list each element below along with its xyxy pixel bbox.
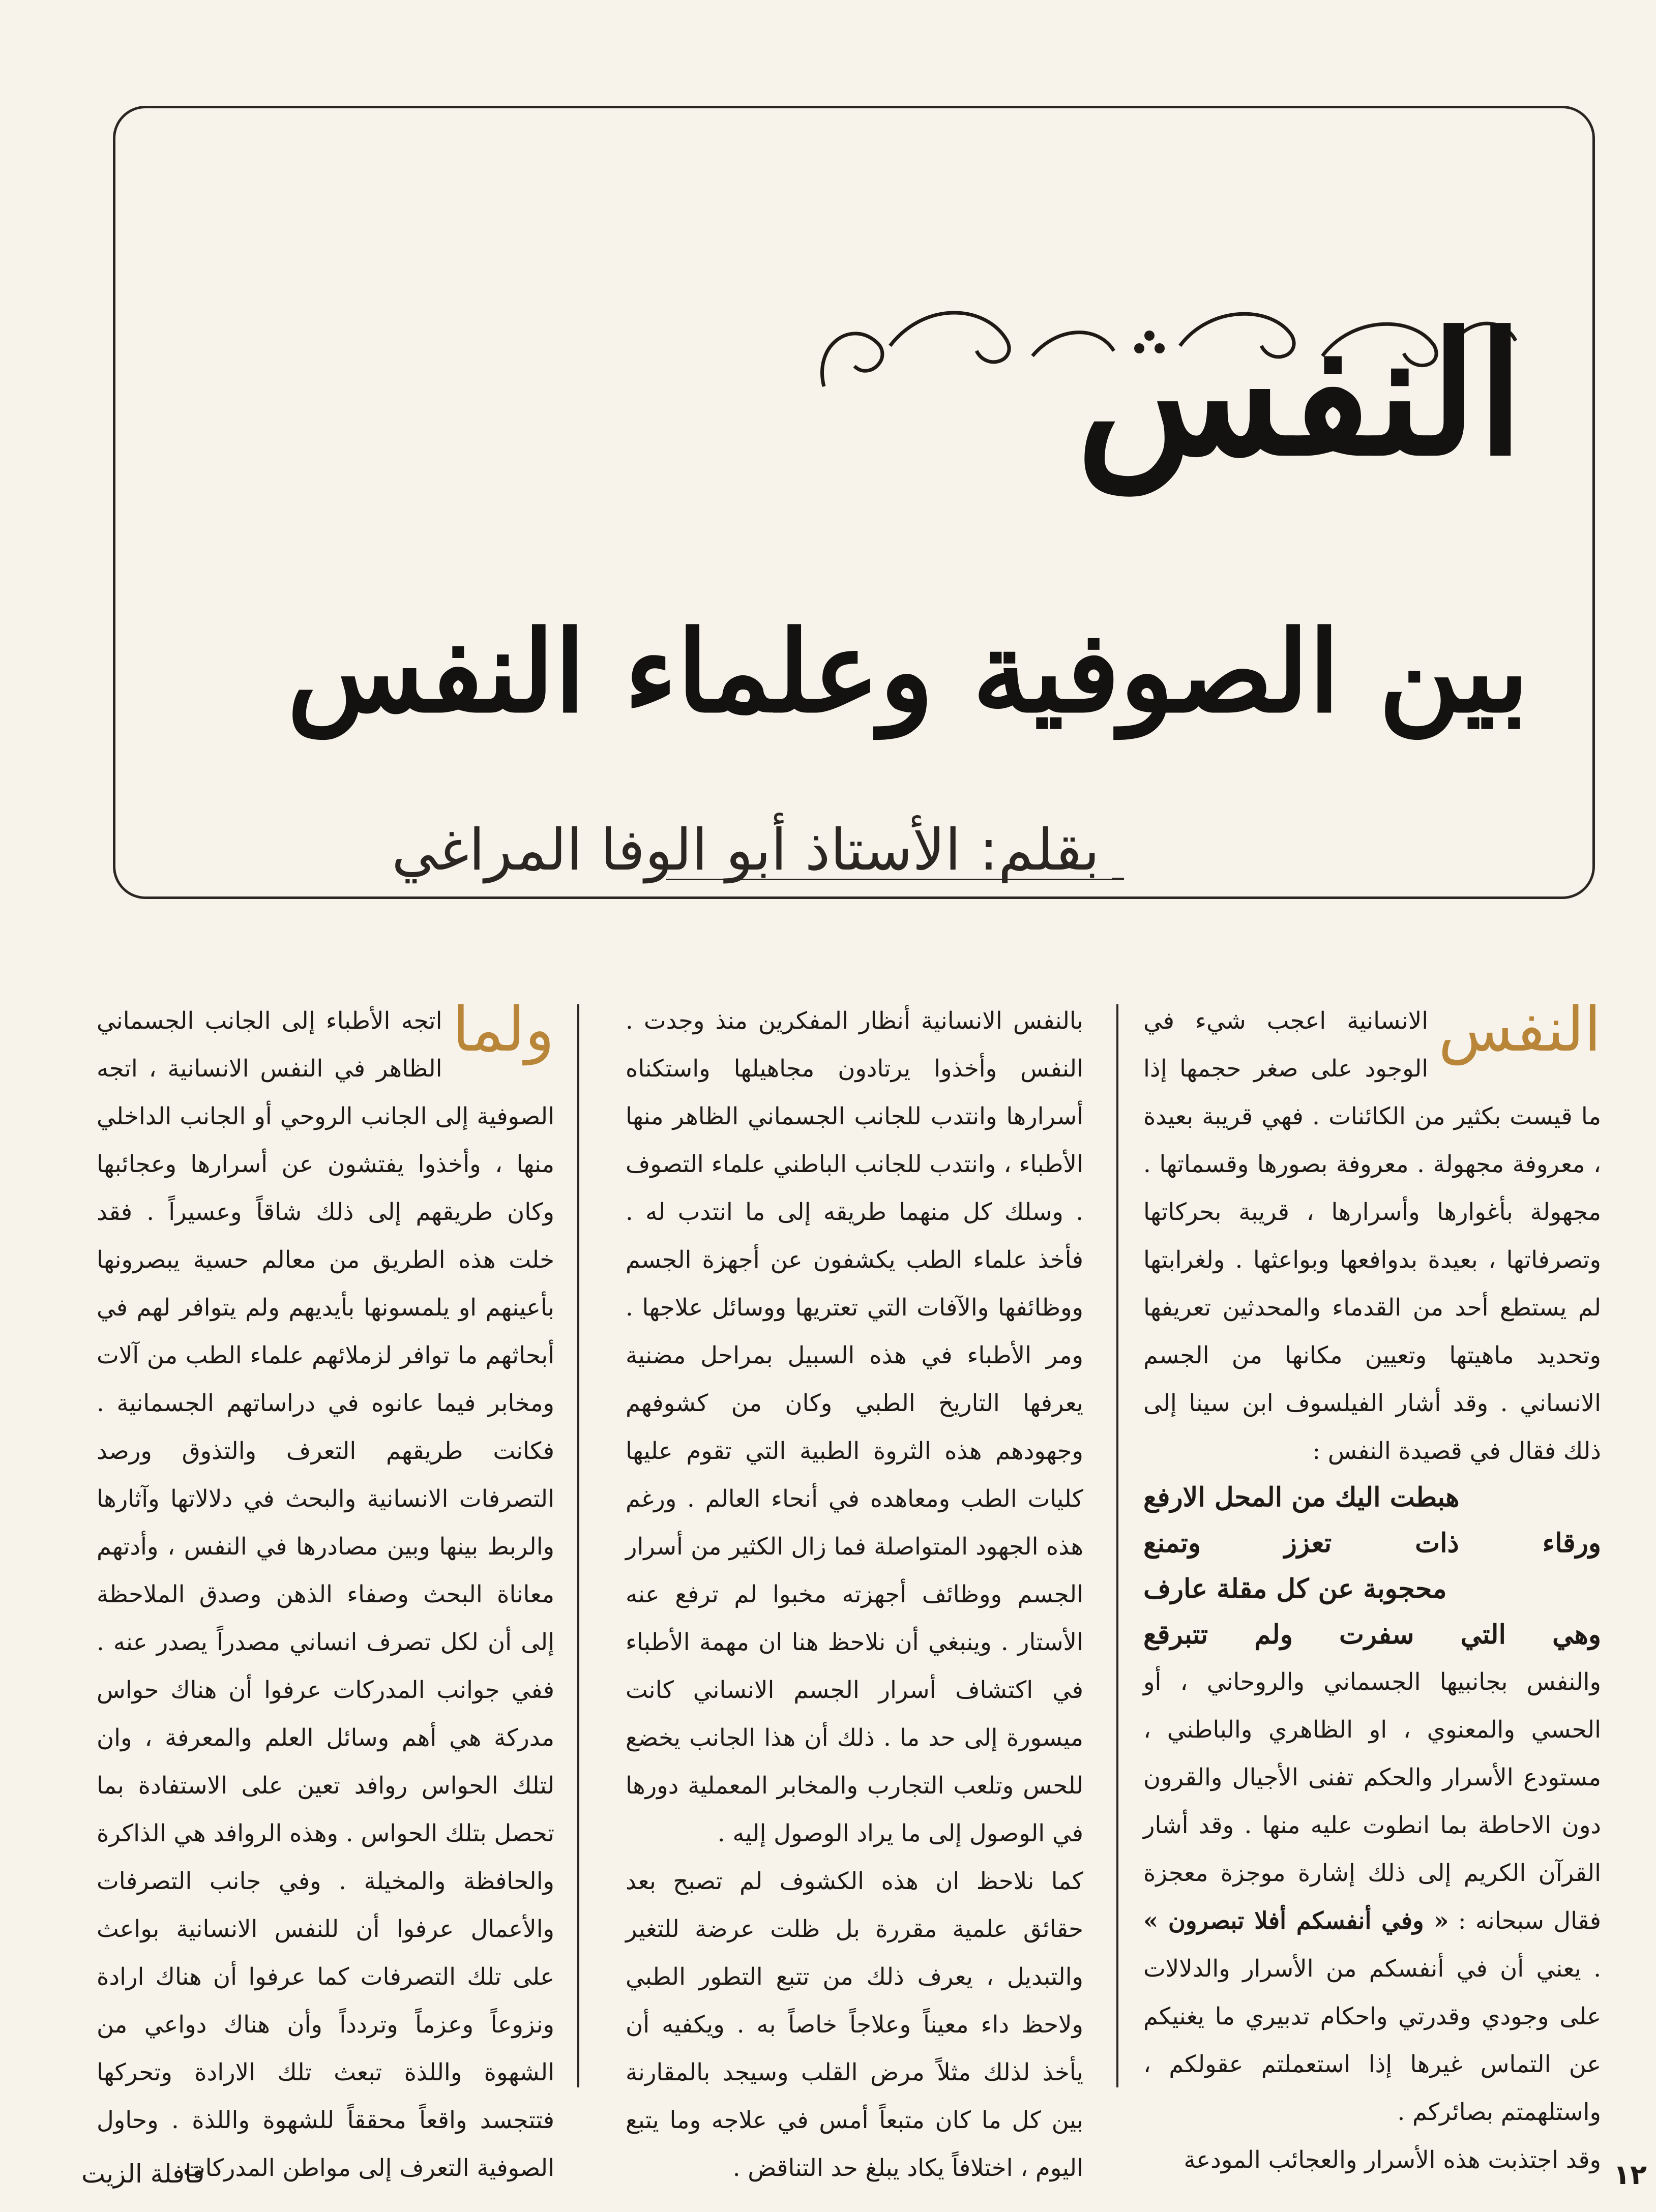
verse-line: ورقاء ذات تعزز وتمنع <box>1143 1528 1601 1559</box>
magazine-name: قافلة الزيت <box>81 2159 205 2189</box>
paragraph: الانسانية اعجب شيء في الوجود على صغر حجمها إذا ما قيست بكثير من الكائنات . فهي قريبة بعيدة ، معروفة مجهولة . معروفة بصورها وقسماتها . مجهولة بأغوارها وأسرارها ، قريبة بحركاتها وتصرفاتها ، بعيدة بدوافعها وبواعثها . ولغرابتها لم يستطع أحد من القدماء والمحدثين تعريفها وتحديد ماهيتها وتعيين مكانها من الجسم الانساني . وقد أشار الفيلسوف ابن سينا إلى ذلك فقال في قصيدة النفس : <box>1143 1007 1601 1464</box>
main-title: النفس <box>1076 295 1524 493</box>
paragraph: بالنفس الانسانية أنظار المفكرين منذ وجدت . النفس وأخذوا يرتادون مجاهيلها واستكناه أسرارها وانتدب للجانب الجسماني الظاهر منها الأطباء ، وانتدب للجانب الباطني علماء التصوف . وسلك كل منهما طريقه إلى ما انتدب له . فأخذ علماء الطب يكشفون عن أجهزة الجسم ووظائفها والآفات التي تعتريها ووسائل علاجها . ومر الأطباء في هذه السبيل بمراحل مضنية يعرفها التاريخ الطبي وكان من كشوفهم وجهودهم هذه الثروة الطبية التي تقوم عليها كليات الطب ومعاهده في أنحاء العالم . ورغم هذه الجهود المتواصلة فما زال الكثير من أسرار الجسم ووظائف أجهزته مخبوا لم ترفع عنه الأستار . وينبغي أن نلاحظ هنا ان مهمة الأطباء في اكتشاف أسرار الجسم الانساني كانت ميسورة إلى حد ما . ذلك أن هذا الجانب يخضع للحس وتلعب التجارب والمخابر المعملية دورها في الوصول إلى ما يراد الوصول إليه . <box>626 1007 1083 1847</box>
verse-line: محجوبة عن كل مقلة عارف <box>1143 1573 1447 1604</box>
article-column-2 <box>626 997 1083 2181</box>
title-frame <box>113 106 1595 899</box>
column-divider <box>577 1004 579 2087</box>
paragraph-text: والنفس بجانبيها الجسماني والروحاني ، أو الحسي والمعنوي ، او الظاهري والباطني ، مستودع الأسرار والحكم تفنى الأجيال والقرون دون الاحاطة بما انطوت عليه منها . وقد أشار القرآن الكريم إلى ذلك إشارة موجزة معجزة فقال سبحانه : <box>1143 1668 1602 1934</box>
page-number: ١٢ <box>1613 2159 1647 2191</box>
lead-word: ولما <box>452 995 554 1065</box>
byline: بقلم: الأستاذ أبو الوفا المراغي <box>379 822 1112 879</box>
column-divider <box>1116 1004 1118 2087</box>
subtitle: بين الصوفية وعلماء النفس <box>287 606 1529 737</box>
quran-quote: « وفي أنفسكم أفلا تبصرون » <box>1143 1906 1449 1934</box>
verse-line: هبطت اليك من المحل الارفع <box>1143 1482 1460 1513</box>
lead-word: النفس <box>1438 995 1601 1065</box>
paragraph: كما نلاحظ ان هذه الكشوف لم تصبح بعد حقائق علمية مقررة بل ظلت عرضة للتغير والتبديل ، يعرف ذلك من تتبع التطور الطبي ولاحظ داء معيناً وعلاجاً خاصاً به . ويكفيه أن يأخذ لذلك مثلاً مرض القلب وسيجد بالمقارنة بين كل ما كان متبعاً أمس في علاجه وما يتبع اليوم ، اختلافاً يكاد يبلغ حد التناقض . <box>626 1867 1083 2181</box>
paragraph: اتجه الأطباء إلى الجانب الجسماني الظاهر في النفس الانسانية ، اتجه الصوفية إلى الجانب الروحي أو الجانب الداخلي منها ، وأخذوا يفتشون عن أسرارها وعجائبها وكان طريقهم إلى ذلك شاقاً وعسيراً . فقد خلت هذه الطريق من معالم حسية يبصرونها بأعينهم او يلمسونها بأيديهم ولم يتوافر لهم في أبحاثهم ما توافر لزملائهم علماء الطب من آلات ومخابر فيما عانوه في دراساتهم الجسمانية . فكانت طريقهم التعرف والتذوق ورصد التصرفات الانسانية والبحث في دلالاتها وآثارها والربط بينها وبين مصادرها في النفس ، وأدتهم معاناة البحث وصفاء الذهن وصدق الملاحظة إلى أن لكل تصرف انساني مصدراً يصدر عنه . ففي جوانب المدركات عرفوا أن هناك حواس مدركة هي أهم وسائل العلم والمعرفة ، وان لتلك الحواس روافد تعين على الاستفادة بما تحصل بتلك الحواس . وهذه الروافد هي الذاكرة والحافظة والمخيلة . وفي جانب التصرفات والأعمال عرفوا أن للنفس الانسانية بواعث على تلك التصرفات كما عرفوا أن هناك ارادة ونزوعاً وعزماً وتردداً وأن هناك دواعي من الشهوة واللذة تبعث تلك الارادة وتحركها فتتجسد واقعاً محققاً للشهوة واللذة . وحاول الصوفية التعرف إلى مواطن المدركات <box>97 1007 554 2181</box>
paragraph: وقد اجتذبت هذه الأسرار والعجائب المودعة <box>1184 2146 1601 2173</box>
article-column-1 <box>1143 995 1602 2173</box>
paragraph <box>1143 1658 1601 2136</box>
paragraph-text: . يعني أن في أنفسكم من الأسرار والدلالات على وجودي وقدرتي واحكام تدبيري ما يغنيكم عن التماس غيرها إذا استعملتم عقولكم ، واستلهمتم بصائركم . <box>1143 1955 1601 2126</box>
verse-line: وهي التي سفرت ولم تتبرقع <box>1143 1619 1601 1650</box>
